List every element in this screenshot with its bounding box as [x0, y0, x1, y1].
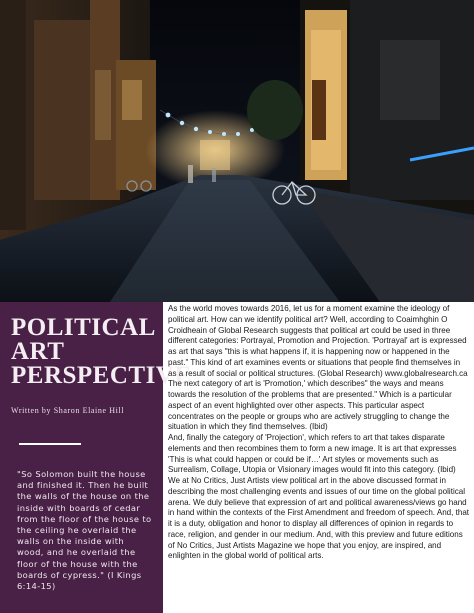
sidebar-panel	[0, 302, 192, 613]
author-byline: Written by Sharon Elaine Hill	[11, 406, 125, 415]
title-line: POLITICAL	[11, 314, 156, 341]
scripture-quote: "So Solomon built the house and finished it. Then he built the walls of the house on the inside with boards of cedar from the floor of the house to the ceiling he overlaid the walls on the inside with wood, and he overlaid the floor of the house with the boards of cypress." (I Kings 6:14-15)	[17, 469, 152, 592]
divider-line	[19, 443, 81, 445]
article-body	[168, 304, 470, 562]
hero-photo	[0, 0, 474, 302]
article-paragraph: We at No Critics, Just Artists view political art in the above discussed format in describing the most challenging events and issues of our time on the global political arena. We duly believe that expression of art and political awareness/views go hand in hand within the contexts of the First Amendment and freedom of speech. And, that it is a duty, obligation and honor to display all differences of opinion in regards to race, religion, and gender in our medium. And, with this preview and future editions of No Critics, Just Artists Magazine we hope that you enjoy, are inspired, and enlighten in the global world of political arts.	[168, 476, 470, 561]
article-paragraph: The next category of art is 'Promotion,' which describes" the ways and means towards the resolution of the problems that are presented." Which is a particular aspect of an event highlighted over other aspects. This particular aspect concentrates on the people or groups who are actively struggling to change the situation in which they find themselves. (Ibid)	[168, 379, 452, 432]
street-scene-image	[0, 0, 474, 302]
title-line: ART	[11, 338, 65, 365]
article-paragraph: As the world moves towards 2016, let us for a moment examine the ideology of political art. How can we identify political art? Well, according to Coaimhghin O Croidheain of Global Research suggests that political art could be used in three different categories: Portrayal, Promotion and Projection. 'Portrayal' art is expressed as art that says "this is what happens if, it is happening now or happened in the past." This kind of art examines events or situations that people find themselves in as a result of social or political structures. (Global Research) www.globalresearch.ca	[168, 304, 468, 378]
article-paragraph: And, finally the category of 'Projection', which refers to art that takes disparate elements and then recombines them to form a new image. It is art that expresses 'This is what could happen or could be if…' Art styles or movements such as Surrealism, Collage, Utopia or Visionary images would fit into this category. (Ibid)	[168, 433, 457, 475]
title-line: PERSPECTIVE	[11, 362, 192, 389]
article-title	[11, 314, 192, 389]
